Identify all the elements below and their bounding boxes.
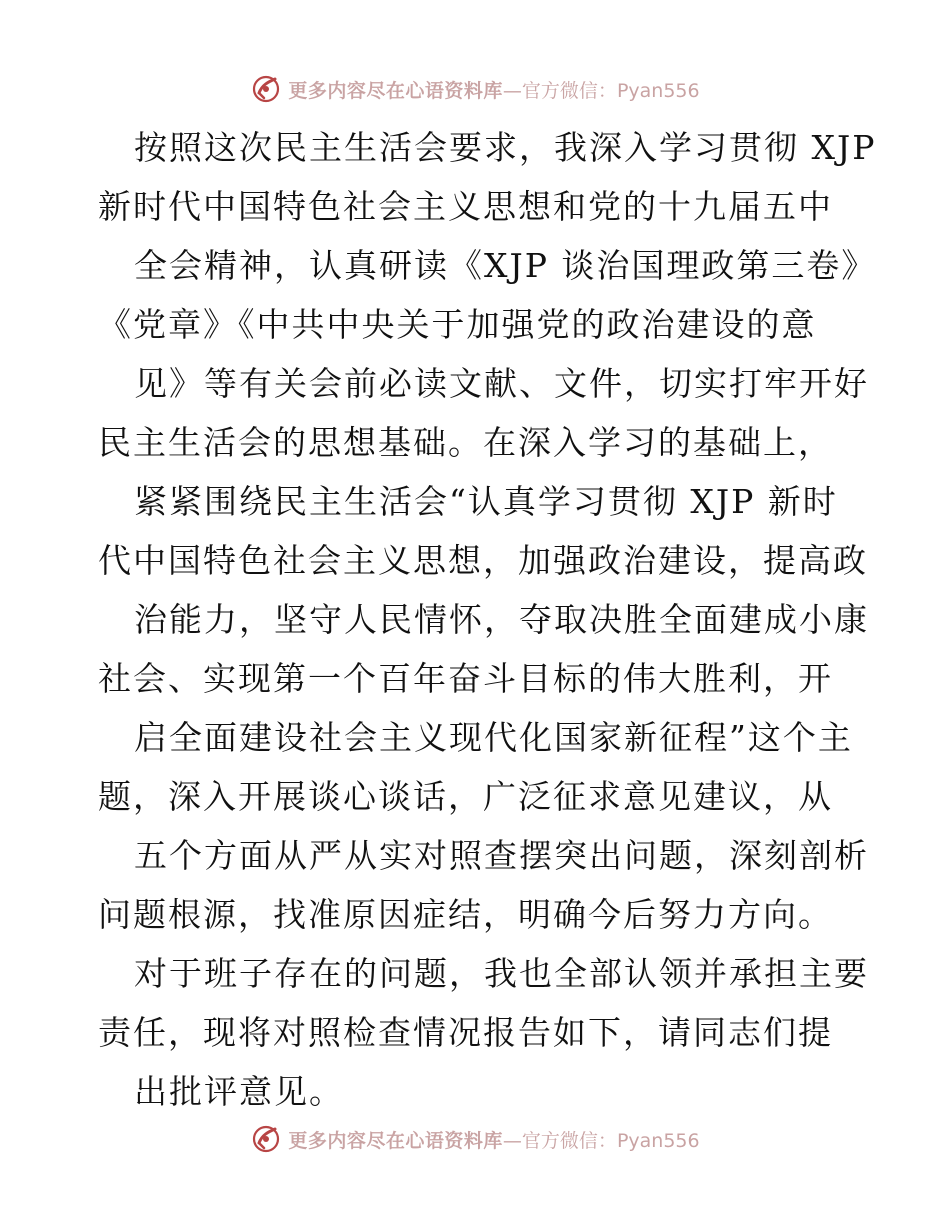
header-watermark — [0, 72, 950, 106]
watermark-text-main: 更多内容尽在心语资料库 — [288, 79, 503, 102]
text-line: 全会精神，认真研读《XJP 谈治国理政第三卷》 — [134, 246, 877, 285]
text-line: 见》等有关会前必读文献、文件，切实打牢开好 — [134, 364, 869, 403]
footer-watermark — [0, 1122, 950, 1156]
text-line: 按照这次民主生活会要求，我深入学习贯彻 XJP — [134, 128, 877, 167]
text-line: 紧紧围绕民主生活会“认真学习贯彻 XJP 新时 — [134, 482, 838, 521]
text-line: 责任，现将对照检查情况报告如下，请同志们提 — [98, 1013, 833, 1052]
ink-brush-logo-icon — [250, 1123, 282, 1155]
watermark-text-id: Pyan556 — [616, 79, 700, 102]
watermark-text-wechat: —官方微信： — [502, 79, 617, 102]
watermark-text-id: Pyan556 — [616, 1129, 700, 1152]
text-line: 民主生活会的思想基础。在深入学习的基础上， — [98, 423, 833, 462]
text-line: 《党章》《中共中央关于加强党的政治建设的意 — [98, 305, 817, 344]
text-line: 治能力，坚守人民情怀，夺取决胜全面建成小康 — [134, 600, 869, 639]
text-line: 对于班子存在的问题，我也全部认领并承担主要 — [134, 954, 869, 993]
text-line: 五个方面从严从实对照查摆突出问题，深刻剖析 — [134, 836, 869, 875]
watermark-text-main: 更多内容尽在心语资料库 — [288, 1129, 503, 1152]
ink-brush-logo-icon — [250, 73, 282, 105]
text-line: 问题根源，找准原因症结，明确今后努力方向。 — [98, 895, 833, 934]
text-line: 启全面建设社会主义现代化国家新征程”这个主 — [134, 718, 853, 757]
text-line: 社会、实现第一个百年奋斗目标的伟大胜利，开 — [98, 659, 833, 698]
text-line: 新时代中国特色社会主义思想和党的十九届五中 — [98, 187, 833, 226]
text-line: 代中国特色社会主义思想，加强政治建设，提高政 — [98, 541, 868, 580]
text-line: 题，深入开展谈心谈话，广泛征求意见建议，从 — [98, 777, 833, 816]
text-line: 出批评意见。 — [134, 1072, 344, 1111]
watermark-text-wechat: —官方微信： — [502, 1129, 617, 1152]
